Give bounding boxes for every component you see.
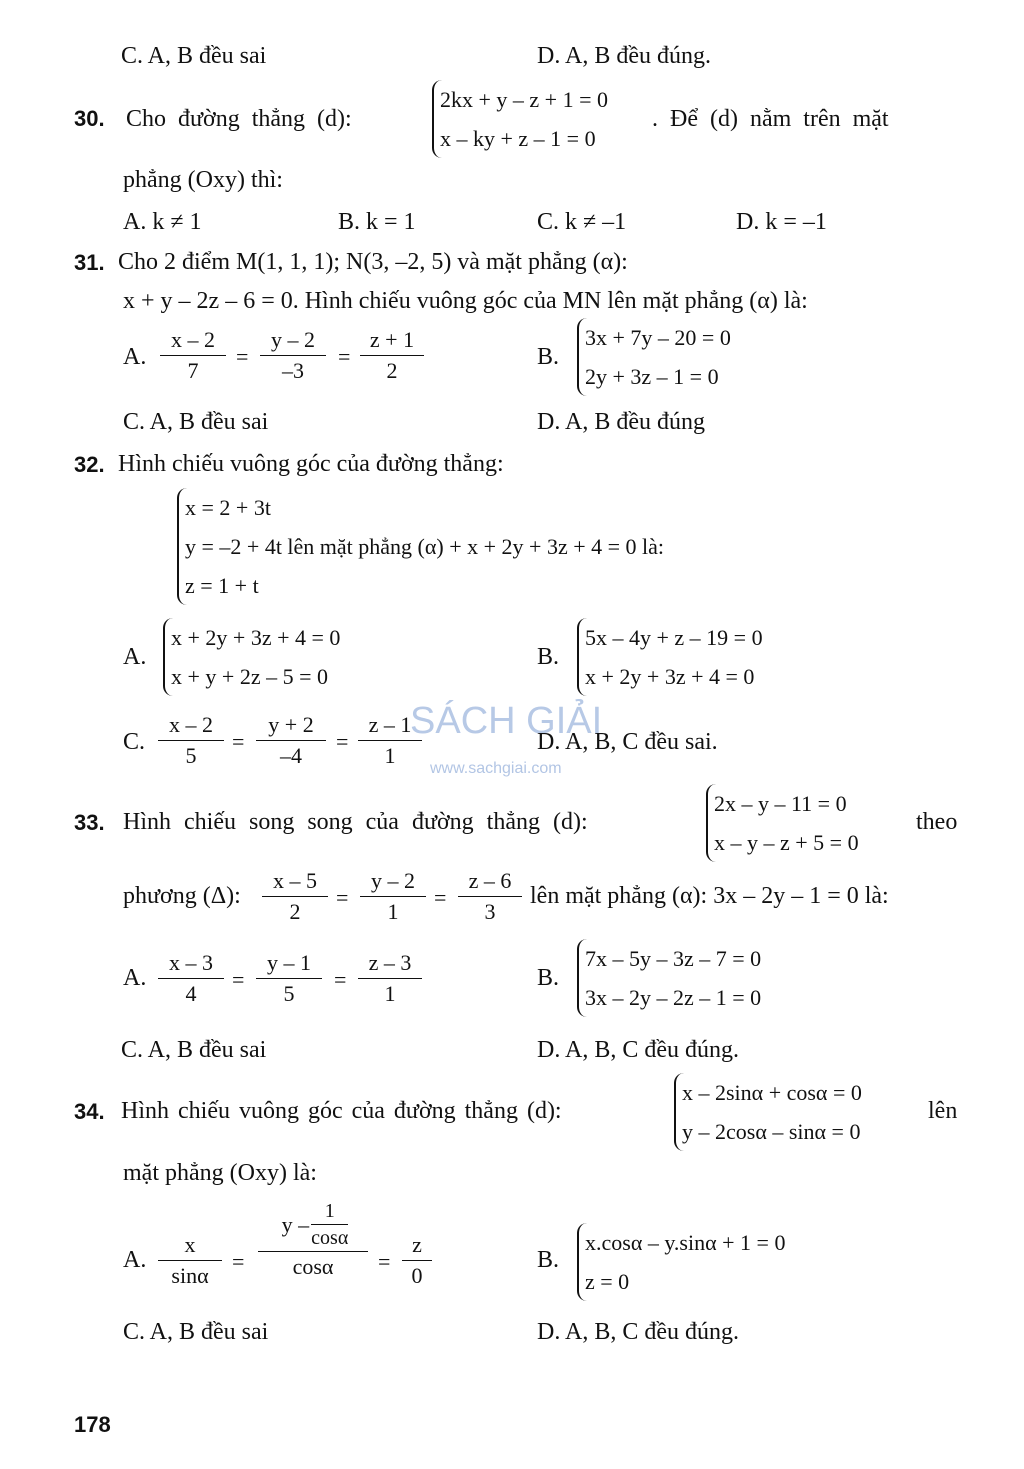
q31-a-frac-3: z + 1 2: [360, 325, 424, 386]
q34-b-eq-1: x.cosα – y.sinα + 1 = 0: [585, 1230, 786, 1255]
q30-number: 30.: [74, 106, 105, 131]
q33-a-frac-2: y – 1 5: [256, 948, 322, 1009]
q33-dir-frac-3: z – 6 3: [458, 866, 522, 927]
q33-a-label: A.: [123, 965, 147, 991]
q32-eq-1: x = 2 + 3t: [185, 495, 271, 520]
q31-b-eq-1: 3x + 7y – 20 = 0: [585, 325, 731, 350]
q34-line2: mặt phẳng (Oxy) là:: [123, 1160, 317, 1186]
q32-number: 32.: [74, 452, 105, 477]
q34-a-eq-2: =: [378, 1249, 391, 1274]
q32-eq-3: z = 1 + t: [185, 573, 259, 598]
q32-a-label: A.: [123, 644, 147, 670]
q29-option-c: C. A, B đều sai: [121, 43, 267, 69]
q34-a-eq-1: =: [232, 1249, 245, 1274]
q31-option-c: C. A, B đều sai: [123, 409, 269, 435]
q33-a-eq-1: =: [232, 967, 245, 992]
q32-c-frac-3: z – 1 1: [358, 710, 422, 771]
q30-option-a: A. k ≠ 1: [123, 209, 202, 235]
q31-b-label: B.: [537, 344, 560, 370]
q32-b-label: B.: [537, 644, 560, 670]
q34-lead: Hình chiếu vuông góc của đường thẳng (d):: [121, 1098, 562, 1124]
q32-c-frac-1: x – 2 5: [158, 710, 224, 771]
q34-a-frac-2: [258, 1198, 368, 1282]
q31-b-eq-2: 2y + 3z – 1 = 0: [585, 364, 719, 389]
q30-option-b: B. k = 1: [338, 209, 416, 235]
q31-option-d: D. A, B đều đúng: [537, 409, 705, 435]
q33-number: 33.: [74, 810, 105, 835]
q33-dir-frac-2: y – 2 1: [360, 866, 426, 927]
q34-b-system: [577, 1223, 785, 1301]
watermark-url: www.sachgiai.com: [430, 760, 562, 777]
q33-a-frac-3: z – 3 1: [358, 948, 422, 1009]
q34-option-c: C. A, B đều sai: [123, 1319, 269, 1345]
q32-b-eq-2: x + 2y + 3z + 4 = 0: [585, 664, 755, 689]
q34-a-inner-num: 1: [324, 1200, 335, 1222]
q33-b-eq-1: 7x – 5y – 3z – 7 = 0: [585, 946, 762, 971]
q30-system: [432, 80, 608, 158]
q34-a-inner-den: cosα: [311, 1227, 349, 1249]
q33-option-c: C. A, B đều sai: [121, 1037, 267, 1063]
q31-a-eq-1: =: [236, 344, 249, 369]
q31-a-eq-2: =: [338, 344, 351, 369]
q32-line-system: [177, 488, 664, 605]
q33-a-eq-2: =: [334, 967, 347, 992]
q31-b-system: [577, 318, 731, 396]
q31-line1: Cho 2 điểm M(1, 1, 1); N(3, –2, 5) và mặt phẳng (α):: [118, 249, 628, 275]
q30-lead: Cho đường thẳng (d):: [126, 106, 352, 132]
watermark-logo: SÁCH GIẢI: [410, 700, 603, 742]
q32-c-frac-2: y + 2 –4: [256, 710, 326, 771]
q30-option-c: C. k ≠ –1: [537, 209, 627, 235]
q31-number: 31.: [74, 250, 105, 275]
q33-direction-tail: lên mặt phẳng (α): 3x – 2y – 1 = 0 là:: [530, 883, 889, 909]
q34-a-frac-2-den: cosα: [292, 1254, 334, 1279]
q33-dir-frac-1: x – 5 2: [262, 866, 328, 927]
q32-a-eq-1: x + 2y + 3z + 4 = 0: [171, 625, 341, 650]
q30-line2: phẳng (Oxy) thì:: [123, 167, 283, 193]
q31-a-frac-2: y – 2 –3: [260, 325, 326, 386]
page-number: 178: [74, 1412, 111, 1437]
q33-direction-lead: phương (Δ):: [123, 883, 241, 909]
q33-eq-1: 2x – y – 11 = 0: [714, 791, 847, 816]
q33-option-d: D. A, B, C đều đúng.: [537, 1037, 740, 1063]
q34-a-frac-2-num-pre: y –: [281, 1211, 310, 1237]
q32-b-eq-1: 5x – 4y + z – 19 = 0: [585, 625, 763, 650]
q30-eq-2: x – ky + z – 1 = 0: [440, 126, 596, 151]
q32-a-eq-2: x + y + 2z – 5 = 0: [171, 664, 328, 689]
q34-eq-1: x – 2sinα + cosα = 0: [682, 1080, 862, 1105]
q32-option-d: D. A, B, C đều sai.: [537, 729, 718, 755]
q32-line1: Hình chiếu vuông góc của đường thẳng:: [118, 451, 504, 477]
q31-line2: x + y – 2z – 6 = 0. Hình chiếu vuông góc của MN lên mặt phẳng (α) là:: [123, 288, 808, 314]
q33-b-label: B.: [537, 965, 560, 991]
q33-dir-eq-1: =: [336, 885, 349, 910]
q32-b-system: [577, 618, 763, 696]
q33-system: [706, 784, 859, 862]
q33-b-eq-2: 3x – 2y – 2z – 1 = 0: [585, 985, 762, 1010]
q34-a-frac-1: x sinα: [158, 1230, 222, 1291]
q34-a-frac-3: z 0: [402, 1230, 432, 1291]
q34-b-label: B.: [537, 1247, 560, 1273]
q34-tail: lên: [928, 1098, 958, 1124]
q32-c-eq-2: =: [336, 729, 349, 754]
q30-eq-1: 2kx + y – z + 1 = 0: [440, 87, 608, 112]
q34-b-eq-2: z = 0: [585, 1269, 630, 1294]
q33-dir-eq-2: =: [434, 885, 447, 910]
q30-option-d: D. k = –1: [736, 209, 827, 235]
q31-a-frac-1: x – 2 7: [160, 325, 226, 386]
q34-system: [674, 1073, 862, 1151]
q29-option-d: D. A, B đều đúng.: [537, 43, 711, 69]
q33-b-system: [577, 939, 761, 1017]
q32-c-label: C.: [123, 729, 146, 755]
q33-lead: Hình chiếu song song của đường thẳng (d):: [123, 809, 588, 835]
q34-a-label: A.: [123, 1247, 147, 1273]
q32-c-eq-1: =: [232, 729, 245, 754]
q34-number: 34.: [74, 1099, 105, 1124]
q32-a-system: [163, 618, 340, 696]
q34-option-d: D. A, B, C đều đúng.: [537, 1319, 740, 1345]
q33-a-frac-1: x – 3 4: [158, 948, 224, 1009]
q30-tail: . Để (d) nằm trên mặt: [652, 106, 889, 132]
q33-eq-2: x – y – z + 5 = 0: [714, 830, 859, 855]
q33-tail: theo: [916, 809, 958, 835]
q34-eq-2: y – 2cosα – sinα = 0: [682, 1119, 861, 1144]
q32-eq-2: y = –2 + 4t lên mặt phẳng (α) + x + 2y + 3z + 4 = 0 là:: [185, 534, 665, 559]
q31-a-label: A.: [123, 344, 147, 370]
